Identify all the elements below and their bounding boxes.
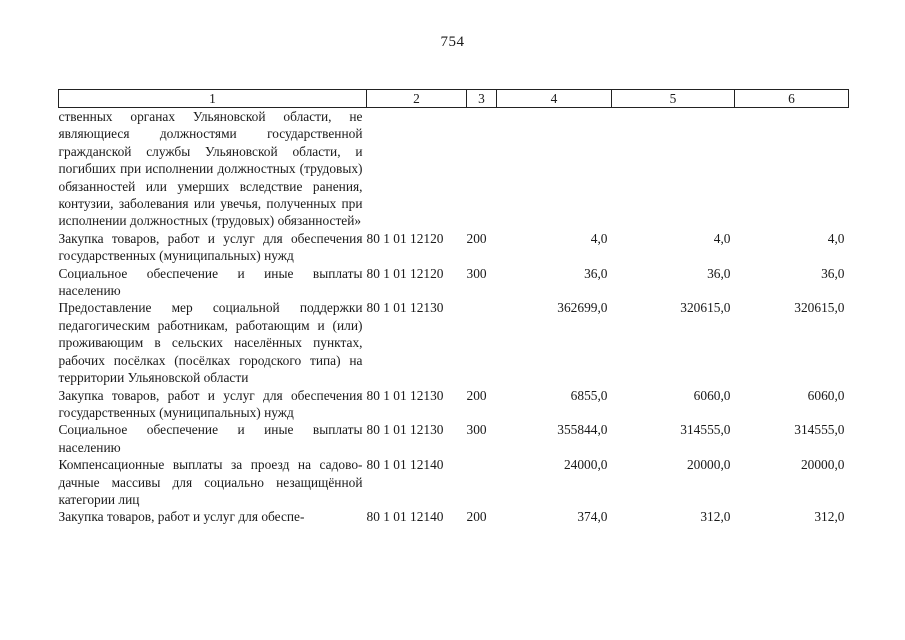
row-value-col5: 6060,0 xyxy=(693,387,731,403)
row-value-col6: 320615,0 xyxy=(794,300,845,316)
row-value-col4: 355844,0 xyxy=(557,422,608,438)
column-header-3: 3 xyxy=(467,90,497,108)
row-expense-type: 200 xyxy=(466,387,487,403)
row-value-col4: 362699,0 xyxy=(557,300,608,316)
page-number: 754 xyxy=(440,34,465,50)
row-target-code: 80 1 01 12130 xyxy=(366,387,444,403)
row-description: Закупка товаров, работ и услуг для обеспечения государственных (муниципальных) нужд xyxy=(58,230,363,264)
row-value-col6: 36,0 xyxy=(821,265,845,281)
row-value-col6: 312,0 xyxy=(814,509,845,525)
row-target-code: 80 1 01 12140 xyxy=(366,457,444,473)
row-value-col6: 20000,0 xyxy=(800,457,845,473)
row-expense-type: 200 xyxy=(466,230,487,246)
budget-table xyxy=(58,89,849,526)
table-row xyxy=(59,230,849,265)
row-value-col5: 320615,0 xyxy=(680,300,731,316)
row-value-col6: 6060,0 xyxy=(807,387,845,403)
row-expense-type: 300 xyxy=(466,265,487,281)
row-description: Закупка товаров, работ и услуг для обеспе- xyxy=(58,509,305,525)
row-description: Закупка товаров, работ и услуг для обеспечения государственных (муниципальных) нужд xyxy=(58,387,363,420)
row-target-code: 80 1 01 12130 xyxy=(366,422,444,438)
row-expense-type xyxy=(467,456,497,508)
table-row xyxy=(59,508,849,525)
table-row xyxy=(59,387,849,422)
column-header-2: 2 xyxy=(367,90,467,108)
row-target-code: 80 1 01 12140 xyxy=(366,509,444,525)
row-value-col5: 20000,0 xyxy=(686,457,731,473)
table-row xyxy=(59,456,849,508)
row-value-col5: 36,0 xyxy=(707,265,731,281)
row-description: Социальное обеспечение и иные выплаты населению xyxy=(58,265,363,299)
row-value-col5: 314555,0 xyxy=(680,422,731,438)
table-row-continuation xyxy=(59,108,849,230)
row-value-col4: 4,0 xyxy=(590,230,608,246)
table-row xyxy=(59,299,849,386)
row-expense-type xyxy=(467,299,497,386)
row-target-code: 80 1 01 12130 xyxy=(366,300,444,316)
column-header-4: 4 xyxy=(497,90,612,108)
column-header-1: 1 xyxy=(59,90,367,108)
row-description: Предоставление мер социальной поддержки педагогическим работникам, работающим и (или) проживающим в сельских населённых пунктах, рабочих посёлках (посёлках городского типа) на территории Ульяновской области xyxy=(58,300,363,386)
table-row xyxy=(59,421,849,456)
row-description: ственных органах Ульяновской области, не являющиеся должностями государственной гражданской службы Ульяновской области, и погибших при исполнении должностных (трудовых) обязанностей или умерших вследствие ранения, контузии, заболевания или увечья, полученных при исполнении должностных (трудовых) обязанностей» xyxy=(58,109,363,229)
row-value-col5: 4,0 xyxy=(713,230,731,246)
row-target-code: 80 1 01 12120 xyxy=(366,230,444,246)
column-header-6: 6 xyxy=(735,90,849,108)
row-description: Компенсационные выплаты за проезд на садово-дачные массивы для социально незащищённой категории лиц xyxy=(58,457,363,507)
row-expense-type: 300 xyxy=(466,422,487,438)
table-header-row xyxy=(59,90,849,108)
row-expense-type: 200 xyxy=(466,509,487,525)
row-value-col4: 36,0 xyxy=(584,265,608,281)
row-value-col4: 6855,0 xyxy=(570,387,608,403)
column-header-5: 5 xyxy=(612,90,735,108)
row-value-col6: 4,0 xyxy=(827,230,845,246)
table-row xyxy=(59,265,849,300)
row-value-col4: 374,0 xyxy=(577,509,608,525)
row-target-code: 80 1 01 12120 xyxy=(366,265,444,281)
row-description: Социальное обеспечение и иные выплаты населению xyxy=(58,422,363,455)
row-value-col6: 314555,0 xyxy=(794,422,845,438)
row-value-col5: 312,0 xyxy=(700,509,731,525)
row-value-col4: 24000,0 xyxy=(563,457,608,473)
